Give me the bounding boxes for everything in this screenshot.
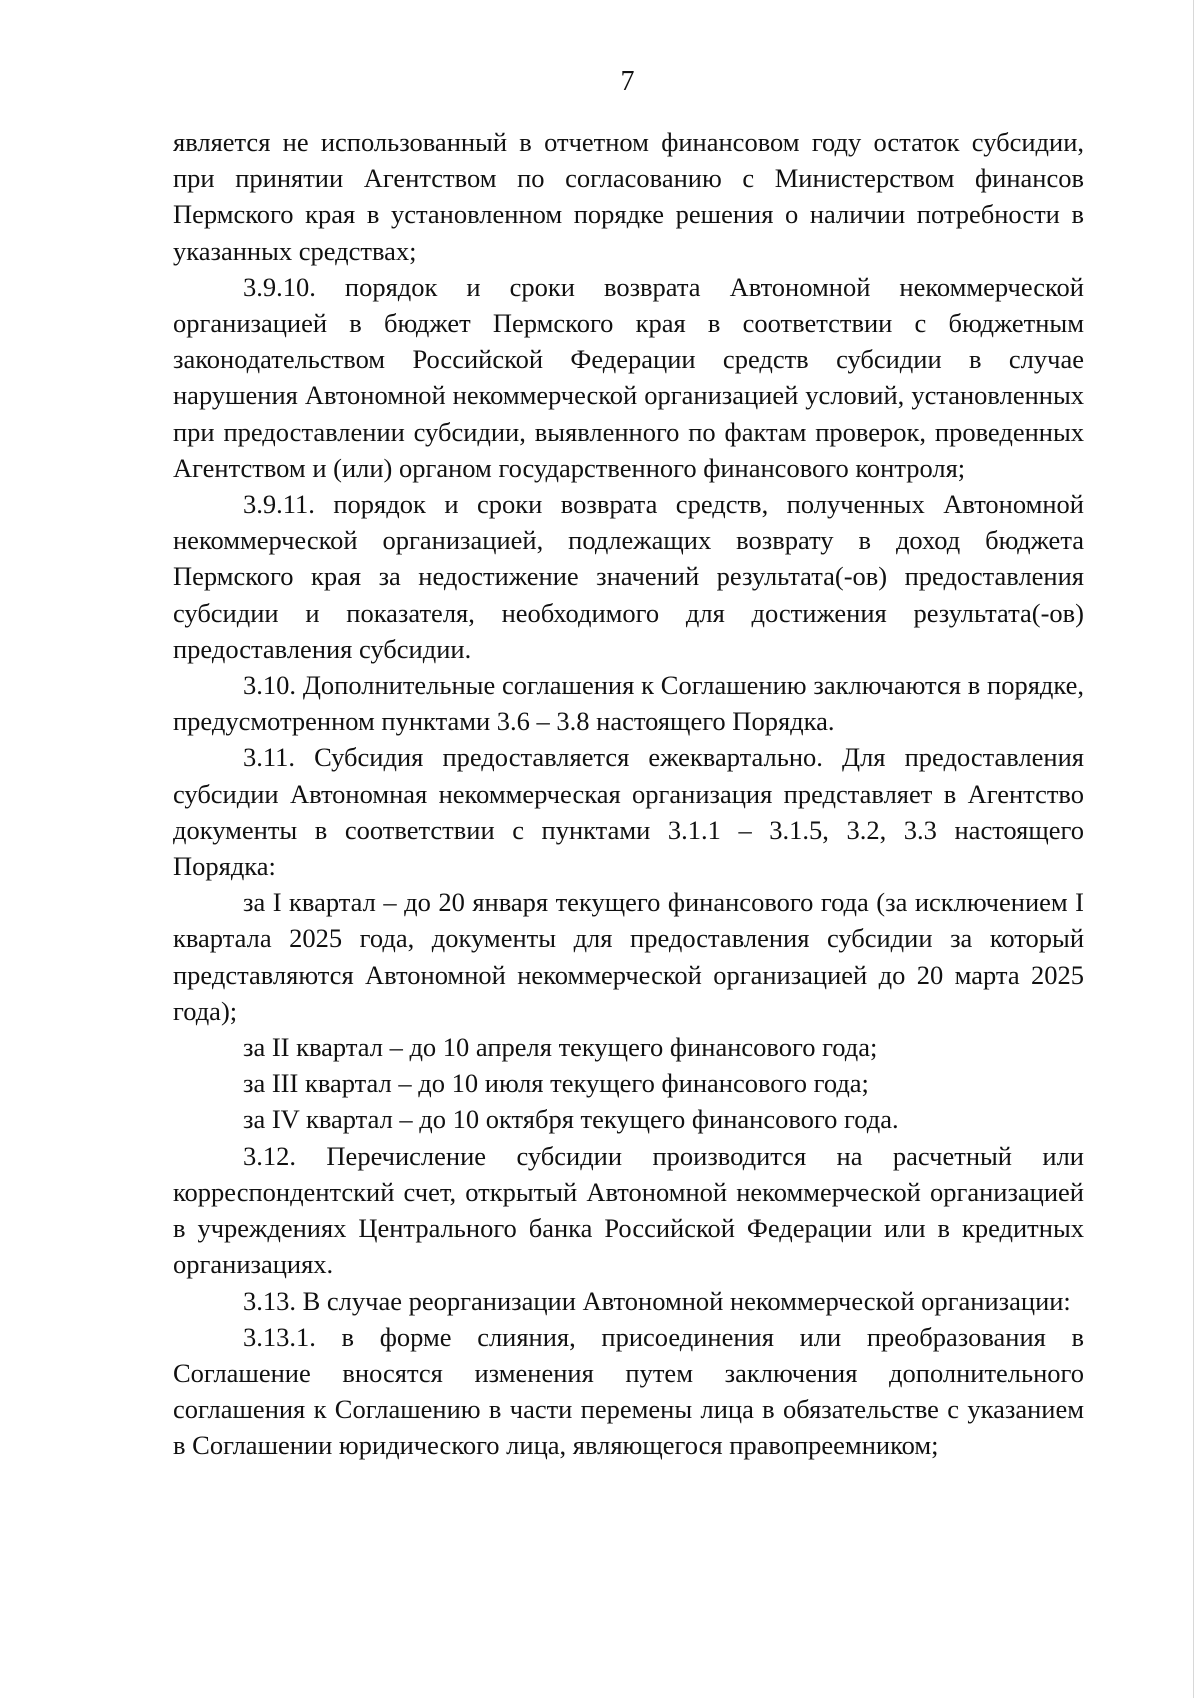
document-body — [173, 124, 1084, 1464]
paragraph-3-9-10: 3.9.10. порядок и сроки возврата Автономной некоммерческой организацией в бюджет Пермского края в соответствии с бюджетным законодательством Российской Федерации средств субсидии в случае нарушения Автономной некоммерческой организацией условий, установленных при предоставлении субсидии, выявленного по фактам проверок, проведенных Агентством и (или) органом государственного финансового контроля; — [173, 271, 1084, 483]
paragraph-quarter-2: за II квартал – до 10 апреля текущего финансового года; — [243, 1032, 878, 1063]
paragraph-3-11: 3.11. Субсидия предоставляется ежеквартально. Для предоставления субсидии Автономная некоммерческая организация представляет в Агентство документы в соответствии с пунктами 3.1.1 – 3.1.5, 3.2, 3.3 настоящего Порядка: — [173, 742, 1084, 882]
paragraph-3-12: 3.12. Перечисление субсидии производится на расчетный или корреспондентский счет, открытый Автономной некоммерческой организацией в учреждениях Центрального банка Российской Федерации или в кредитных организациях. — [173, 1140, 1084, 1280]
paragraph-quarter-1: за I квартал – до 20 января текущего финансового года (за исключением I квартала 2025 года, документы для предоставления субсидии за который представляются Автономной некоммерческой организацией до 20 марта 2025 года); — [173, 887, 1084, 1026]
paragraph-continuation: является не использованный в отчетном финансовом году остаток субсидии, при принятии Агентством по согласованию с Министерством финансов Пермского края в установленном порядке решения о наличии потребности в указанных средствах; — [173, 127, 1084, 266]
paragraph-quarter-3: за III квартал – до 10 июля текущего финансового года; — [243, 1068, 869, 1099]
paragraph-3-13: 3.13. В случае реорганизации Автономной некоммерческой организации: — [243, 1285, 1071, 1316]
paragraph-quarter-4: за IV квартал – до 10 октября текущего финансового года. — [243, 1104, 899, 1135]
paragraph-3-10: 3.10. Дополнительные соглашения к Соглашению заключаются в порядке, предусмотренном пунктами 3.6 – 3.8 настоящего Порядка. — [173, 670, 1084, 737]
paragraph-3-9-11: 3.9.11. порядок и сроки возврата средств, полученных Автономной некоммерческой организацией, подлежащих возврату в доход бюджета Пермского края за недостижение значений результата(-ов) предоставления субсидии и показателя, необходимого для достижения результата(-ов) предоставления субсидии. — [173, 489, 1084, 664]
page-number: 7 — [620, 66, 635, 97]
page-edge — [1193, 0, 1194, 1698]
paragraph-3-13-1: 3.13.1. в форме слияния, присоединения или преобразования в Соглашение вносятся изменения путем заключения дополнительного соглашения к Соглашению в части перемены лица в обязательстве с указанием в Соглашении юридического лица, являющегося правопреемником; — [173, 1321, 1084, 1461]
